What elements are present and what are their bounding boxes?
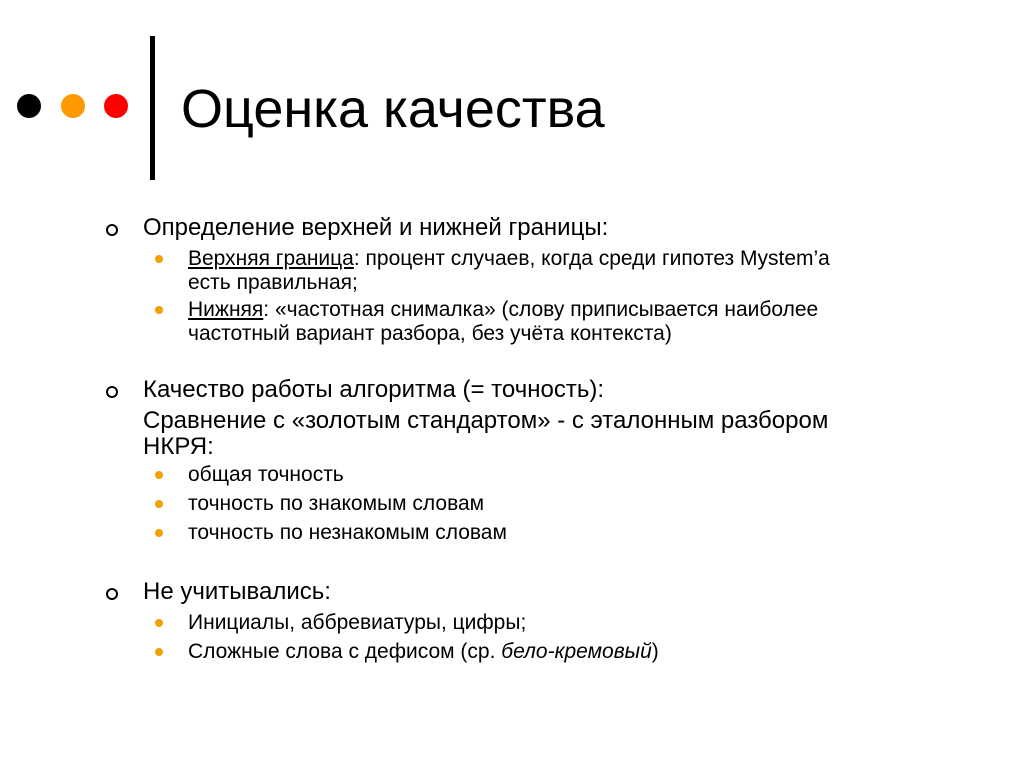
section-heading: Не учитывались: bbox=[143, 578, 331, 605]
black-dot-icon bbox=[17, 94, 41, 118]
list-item bbox=[188, 247, 830, 271]
bullet-icon bbox=[155, 471, 163, 479]
bullet-icon bbox=[155, 529, 163, 537]
bullet-icon bbox=[155, 500, 163, 508]
slide-title: Оценка качества bbox=[181, 79, 605, 139]
section-subtext: НКРЯ: bbox=[143, 433, 214, 460]
red-dot-icon bbox=[104, 94, 128, 118]
item-text: ) bbox=[651, 640, 659, 663]
list-item: общая точность bbox=[188, 463, 344, 486]
list-item: точность по знакомым словам bbox=[188, 492, 485, 515]
item-term: Верхняя граница bbox=[188, 247, 354, 270]
list-item-continuation: частотный вариант разбора, без учёта контекста) bbox=[188, 322, 672, 345]
list-item-continuation: есть правильная; bbox=[188, 271, 358, 294]
list-item bbox=[188, 298, 818, 322]
list-item: Инициалы, аббревиатуры, цифры; bbox=[188, 611, 527, 634]
hollow-bullet-icon bbox=[106, 386, 118, 398]
list-item: точность по незнакомым словам bbox=[188, 521, 507, 544]
item-text: : процент случаев, когда среди гипотез Mystem’а bbox=[353, 247, 830, 270]
bullet-icon bbox=[155, 255, 163, 263]
item-example: бело-кремовый bbox=[501, 640, 652, 663]
orange-dot-icon bbox=[61, 94, 85, 118]
section-heading: Качество работы алгоритма (= точность): bbox=[143, 376, 604, 403]
item-text: : «частотная снималка» (слову приписывается наиболее bbox=[263, 298, 819, 321]
bullet-icon bbox=[155, 619, 163, 627]
item-term: Нижняя bbox=[188, 298, 264, 321]
title-divider bbox=[150, 36, 155, 180]
item-text: Сложные слова с дефисом (ср. bbox=[188, 640, 502, 663]
section-heading: Определение верхней и нижней границы: bbox=[143, 214, 609, 241]
hollow-bullet-icon bbox=[106, 224, 118, 236]
section-subtext: Сравнение с «золотым стандартом» - с эталонным разбором bbox=[143, 407, 829, 434]
hollow-bullet-icon bbox=[106, 588, 118, 600]
bullet-icon bbox=[155, 648, 163, 656]
list-item bbox=[188, 640, 659, 664]
bullet-icon bbox=[155, 306, 163, 314]
